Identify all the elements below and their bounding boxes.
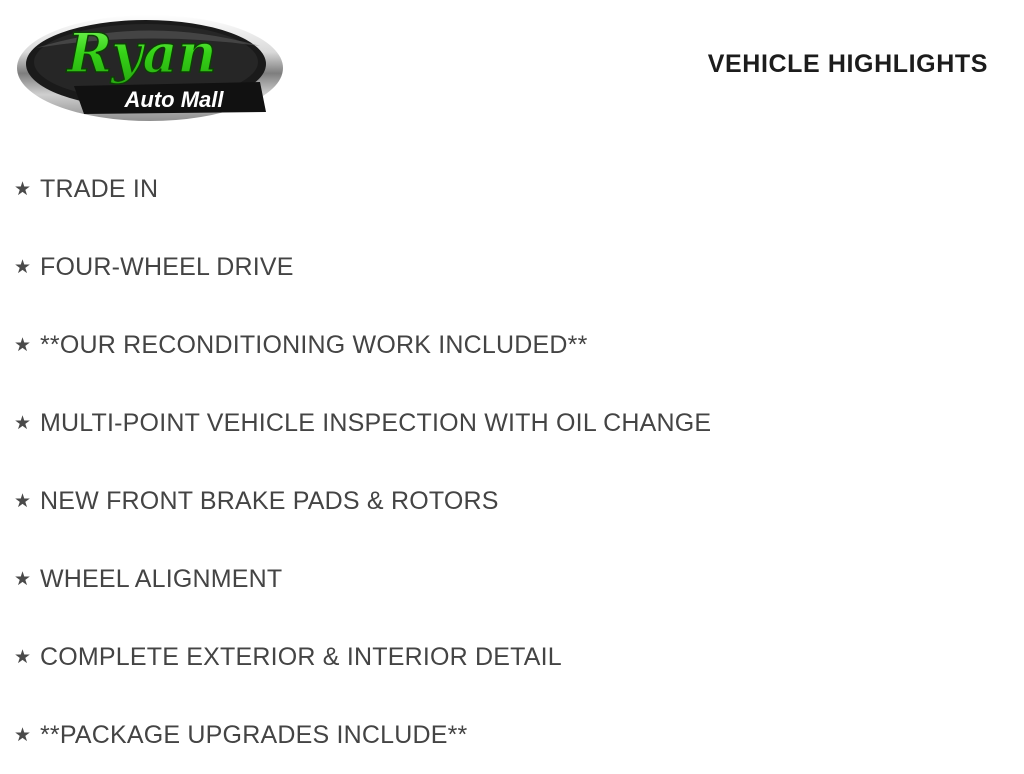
vehicle-highlights-list (0, 130, 1024, 774)
page-header (0, 0, 1024, 130)
list-item (0, 462, 1024, 540)
list-item (0, 150, 1024, 228)
svg-text:Auto Mall: Auto Mall (124, 87, 224, 112)
star-icon: ★ (14, 334, 32, 356)
list-item (0, 384, 1024, 462)
star-icon: ★ (14, 412, 32, 434)
star-icon: ★ (14, 646, 32, 668)
star-icon: ★ (14, 490, 32, 512)
star-icon: ★ (14, 568, 32, 590)
list-item (0, 618, 1024, 696)
ryan-auto-mall-logo (14, 8, 286, 126)
list-item (0, 696, 1024, 774)
highlight-text: **OUR RECONDITIONING WORK INCLUDED** (40, 330, 588, 359)
page-title: VEHICLE HIGHLIGHTS (707, 50, 988, 78)
star-icon: ★ (14, 178, 32, 200)
highlight-text: FOUR-WHEEL DRIVE (40, 252, 294, 281)
highlight-text: NEW FRONT BRAKE PADS & ROTORS (40, 486, 499, 515)
highlight-text: TRADE IN (40, 174, 159, 203)
highlight-text: MULTI-POINT VEHICLE INSPECTION WITH OIL CHANGE (40, 408, 712, 437)
list-item (0, 306, 1024, 384)
highlight-text: COMPLETE EXTERIOR & INTERIOR DETAIL (40, 642, 562, 671)
list-item (0, 228, 1024, 306)
highlight-text: **PACKAGE UPGRADES INCLUDE** (40, 720, 468, 749)
star-icon: ★ (14, 724, 32, 746)
highlight-text: WHEEL ALIGNMENT (40, 564, 283, 593)
svg-text:Ryan: Ryan (67, 21, 217, 85)
star-icon: ★ (14, 256, 32, 278)
list-item (0, 540, 1024, 618)
